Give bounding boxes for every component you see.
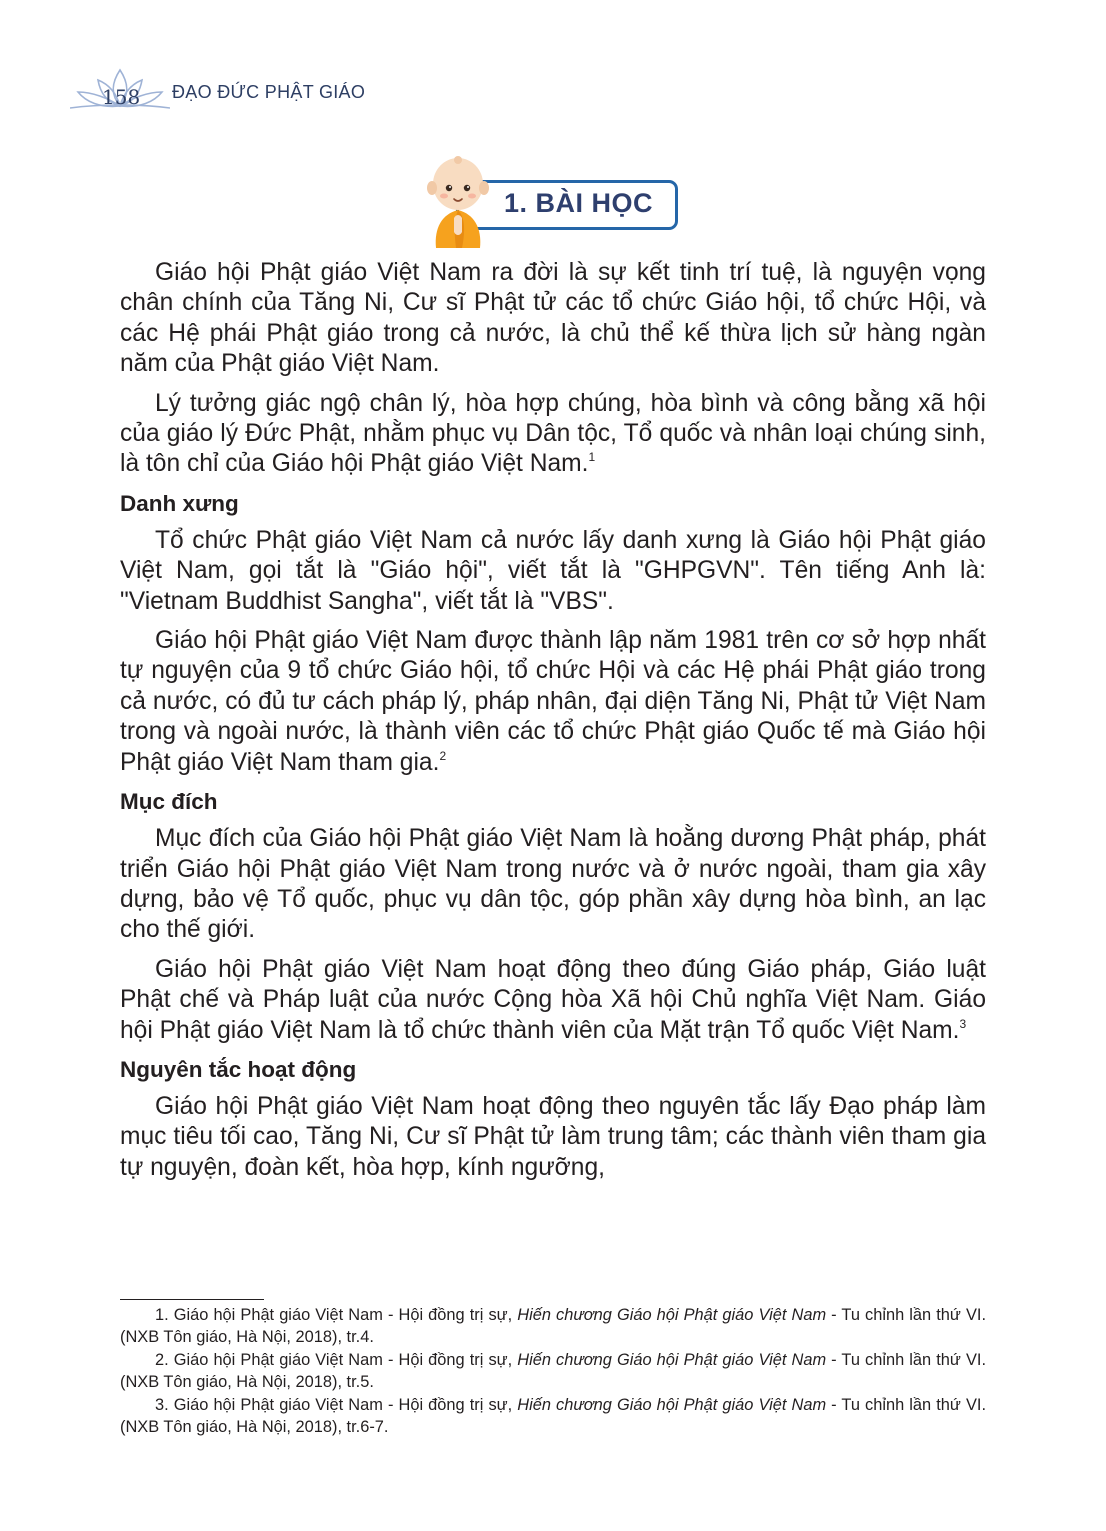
paragraph-ideal: Lý tưởng giác ngộ chân lý, hòa hợp chúng, hòa bình và công bằng xã hội của giáo lý Đức Phật, nhằm phục vụ Dân tộc, Tổ quốc và nhân loại chúng sinh, là tôn chỉ của Giáo hội Phật giáo Việt Nam.$^1$ — [120, 389, 986, 478]
heading-danh-xung: Danh xưng — [120, 490, 239, 516]
main-content — [120, 258, 986, 1192]
heading-muc-dich: Mục đích — [120, 789, 218, 815]
footnote-ref-2[interactable]: 2 — [439, 748, 447, 763]
footnote-ref-1[interactable]: 1 — [588, 450, 596, 465]
heading-nguyen-tac: Nguyên tắc hoạt động — [120, 1056, 357, 1082]
monk-mascot-icon — [418, 150, 508, 250]
lesson-title: 1. BÀI HỌC — [504, 188, 654, 218]
paragraph-purpose: Mục đích của Giáo hội Phật giáo Việt Nam là hoằng dương Phật pháp, phát triển Giáo hội Phật giáo Việt Nam trong nước và ở nước ngoài, tham gia xây dựng, bảo vệ Tổ quốc, phục vụ dân tộc, góp phần xây dựng hòa bình, an lạc cho thế giới. — [120, 825, 986, 944]
paragraph-name: Tổ chức Phật giáo Việt Nam cả nước lấy danh xưng là Giáo hội Phật giáo Việt Nam, gọi tắt là "Giáo hội", viết tắt là "GHPGVN". Tên tiếng Anh là: "Vietnam Buddhist Sangha", viết tắt là "VBS". — [120, 526, 986, 615]
running-head — [70, 62, 470, 114]
footnote-divider — [120, 1299, 264, 1300]
footnotes — [120, 1305, 986, 1441]
book-title: ĐẠO ĐỨC PHẬT GIÁO — [172, 82, 366, 102]
footnote-1: 1. Giáo hội Phật giáo Việt Nam - Hội đồng trị sự, Hiến chương Giáo hội Phật giáo Việt Nam - Tu chỉnh lần thứ VI. (NXB Tôn giáo, Hà Nội, 2018), tr.4. — [120, 1306, 986, 1346]
paragraph-intro: Giáo hội Phật giáo Việt Nam ra đời là sự kết tinh trí tuệ, là nguyện vọng chân chính của Tăng Ni, Cư sĩ Phật tử các tổ chức Giáo hội, tổ chức Hội, và các Hệ phái Phật giáo trong cả nước, là chủ thể kế thừa lịch sử hàng ngàn năm của Phật giáo Việt Nam. — [120, 259, 986, 378]
paragraph-founding: Giáo hội Phật giáo Việt Nam được thành lập năm 1981 trên cơ sở hợp nhất tự nguyện của 9 tổ chức Giáo hội, tổ chức Hội và các Hệ phái Phật giáo trong cả nước, có đủ tư cách pháp lý, pháp nhân, đại diện Tăng Ni, Phật tử Việt Nam trong và ngoài nước, là thành viên các tổ chức Phật giáo Quốc tế mà Giáo hội Phật giáo Việt Nam tham gia.$^2$ — [120, 627, 986, 776]
paragraph-operation: Giáo hội Phật giáo Việt Nam hoạt động theo đúng Giáo pháp, Giáo luật Phật chế và Pháp luật của nước Cộng hòa Xã hội Chủ nghĩa Việt Nam. Giáo hội Phật giáo Việt Nam là tổ chức thành viên của Mặt trận Tổ quốc Việt Nam.$^3$ — [120, 955, 986, 1044]
footnote-ref-3[interactable]: 3 — [959, 1016, 967, 1031]
footnote-2: 2. Giáo hội Phật giáo Việt Nam - Hội đồng trị sự, Hiến chương Giáo hội Phật giáo Việt Nam - Tu chỉnh lần thứ VI. (NXB Tôn giáo, Hà Nội, 2018), tr.5. — [120, 1351, 986, 1391]
paragraph-principles: Giáo hội Phật giáo Việt Nam hoạt động theo nguyên tắc lấy Đạo pháp làm mục tiêu tối cao, Tăng Ni, Cư sĩ Phật tử làm trung tâm; các thành viên tham gia tự nguyện, đoàn kết, hòa hợp, kính ngưỡng, — [120, 1092, 986, 1181]
footnote-3: 3. Giáo hội Phật giáo Việt Nam - Hội đồng trị sự, Hiến chương Giáo hội Phật giáo Việt Nam - Tu chỉnh lần thứ VI. (NXB Tôn giáo, Hà Nội, 2018), tr.6-7. — [120, 1396, 986, 1436]
lesson-badge — [418, 150, 688, 250]
page-number: 158 — [102, 85, 141, 109]
